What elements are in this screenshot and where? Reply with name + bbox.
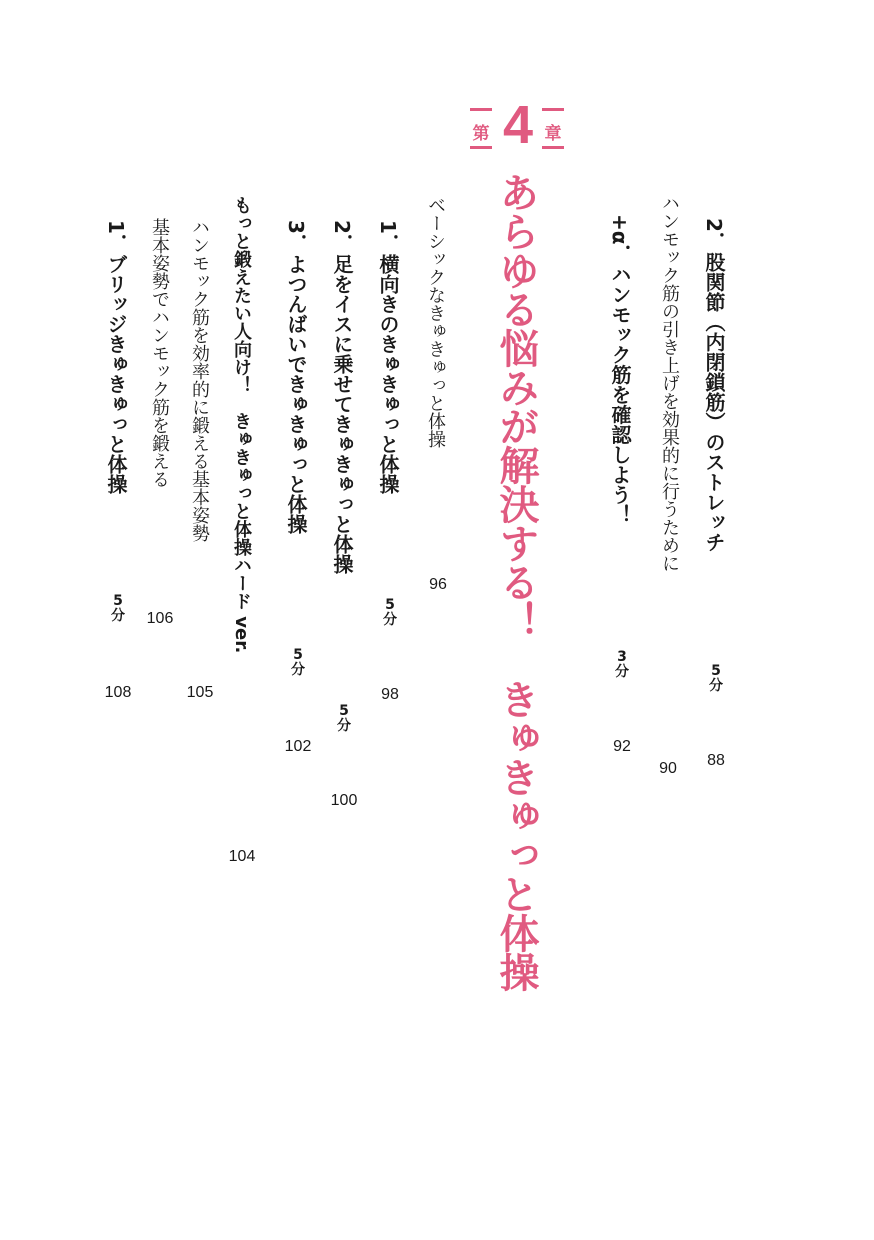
hard-sub-train-page[interactable]: 106 [146,610,174,627]
basic-item-allfours-title: 3．よつんばいできゅきゅっと体操 [284,220,308,534]
basic-item-allfours-page[interactable]: 102 [284,738,312,755]
hard-item-bridge-title: 1．ブリッジきゅきゅっと体操 [104,220,128,494]
basic-section-page[interactable]: 96 [429,576,447,593]
chapter-title: あらゆる悩みが解決する！ きゅきゅっと体操 [493,172,539,991]
basic-section-title: ベーシックなきゅきゅっと体操 [425,196,446,448]
hard-section-title: もっと鍛えたい人向け！ きゅきゅっと体操ハード ver. [231,196,252,654]
toc-entry-alpha-check-duration: 3 分 [615,649,629,680]
badge-rule-bottom-left [470,146,492,149]
basic-item-side-duration: 5 分 [383,597,397,628]
toc-entry-hip-stretch-page[interactable]: 88 [707,752,725,769]
basic-item-side-title: 1．横向きのきゅきゅっと体操 [376,220,400,494]
hard-item-bridge-duration: 5 分 [111,593,125,624]
hard-section-page[interactable]: 104 [228,848,256,865]
hard-item-bridge-page[interactable]: 108 [104,684,132,701]
toc-entry-hammock-lift-title: ハンモック筋の引き上げを効果的に行うために [659,194,680,572]
basic-item-allfours-duration: 5 分 [291,647,305,678]
badge-rule-bottom-right [542,146,564,149]
toc-entry-alpha-check-page[interactable]: 92 [613,738,631,755]
toc-entry-hip-stretch-title: 2．股関節（内閉鎖筋）のストレッチ [702,218,726,552]
basic-item-chair-title: 2．足をイスに乗せてきゅきゅっと体操 [330,220,354,574]
badge-rule-top-left [470,108,492,111]
chapter-badge [470,95,566,155]
basic-item-chair-page[interactable]: 100 [330,792,358,809]
hard-sub-posture-page[interactable]: 105 [186,684,214,701]
toc-entry-hammock-lift-page[interactable]: 90 [659,760,677,777]
chapter-number: 4 [502,95,534,155]
badge-rule-top-right [542,108,564,111]
chapter-suffix: 章 [544,124,562,144]
toc-entry-alpha-check-title: +α．ハンモック筋を確認しよう！ [608,214,632,525]
basic-item-side-page[interactable]: 98 [381,686,399,703]
chapter-prefix: 第 [472,124,490,144]
hard-sub-posture-title: ハンモック筋を効率的に鍛える基本姿勢 [189,218,210,542]
toc-entry-hip-stretch-duration: 5 分 [709,663,723,694]
hard-sub-train-title: 基本姿勢でハンモック筋を鍛える [149,218,170,488]
basic-item-chair-duration: 5 分 [337,703,351,734]
